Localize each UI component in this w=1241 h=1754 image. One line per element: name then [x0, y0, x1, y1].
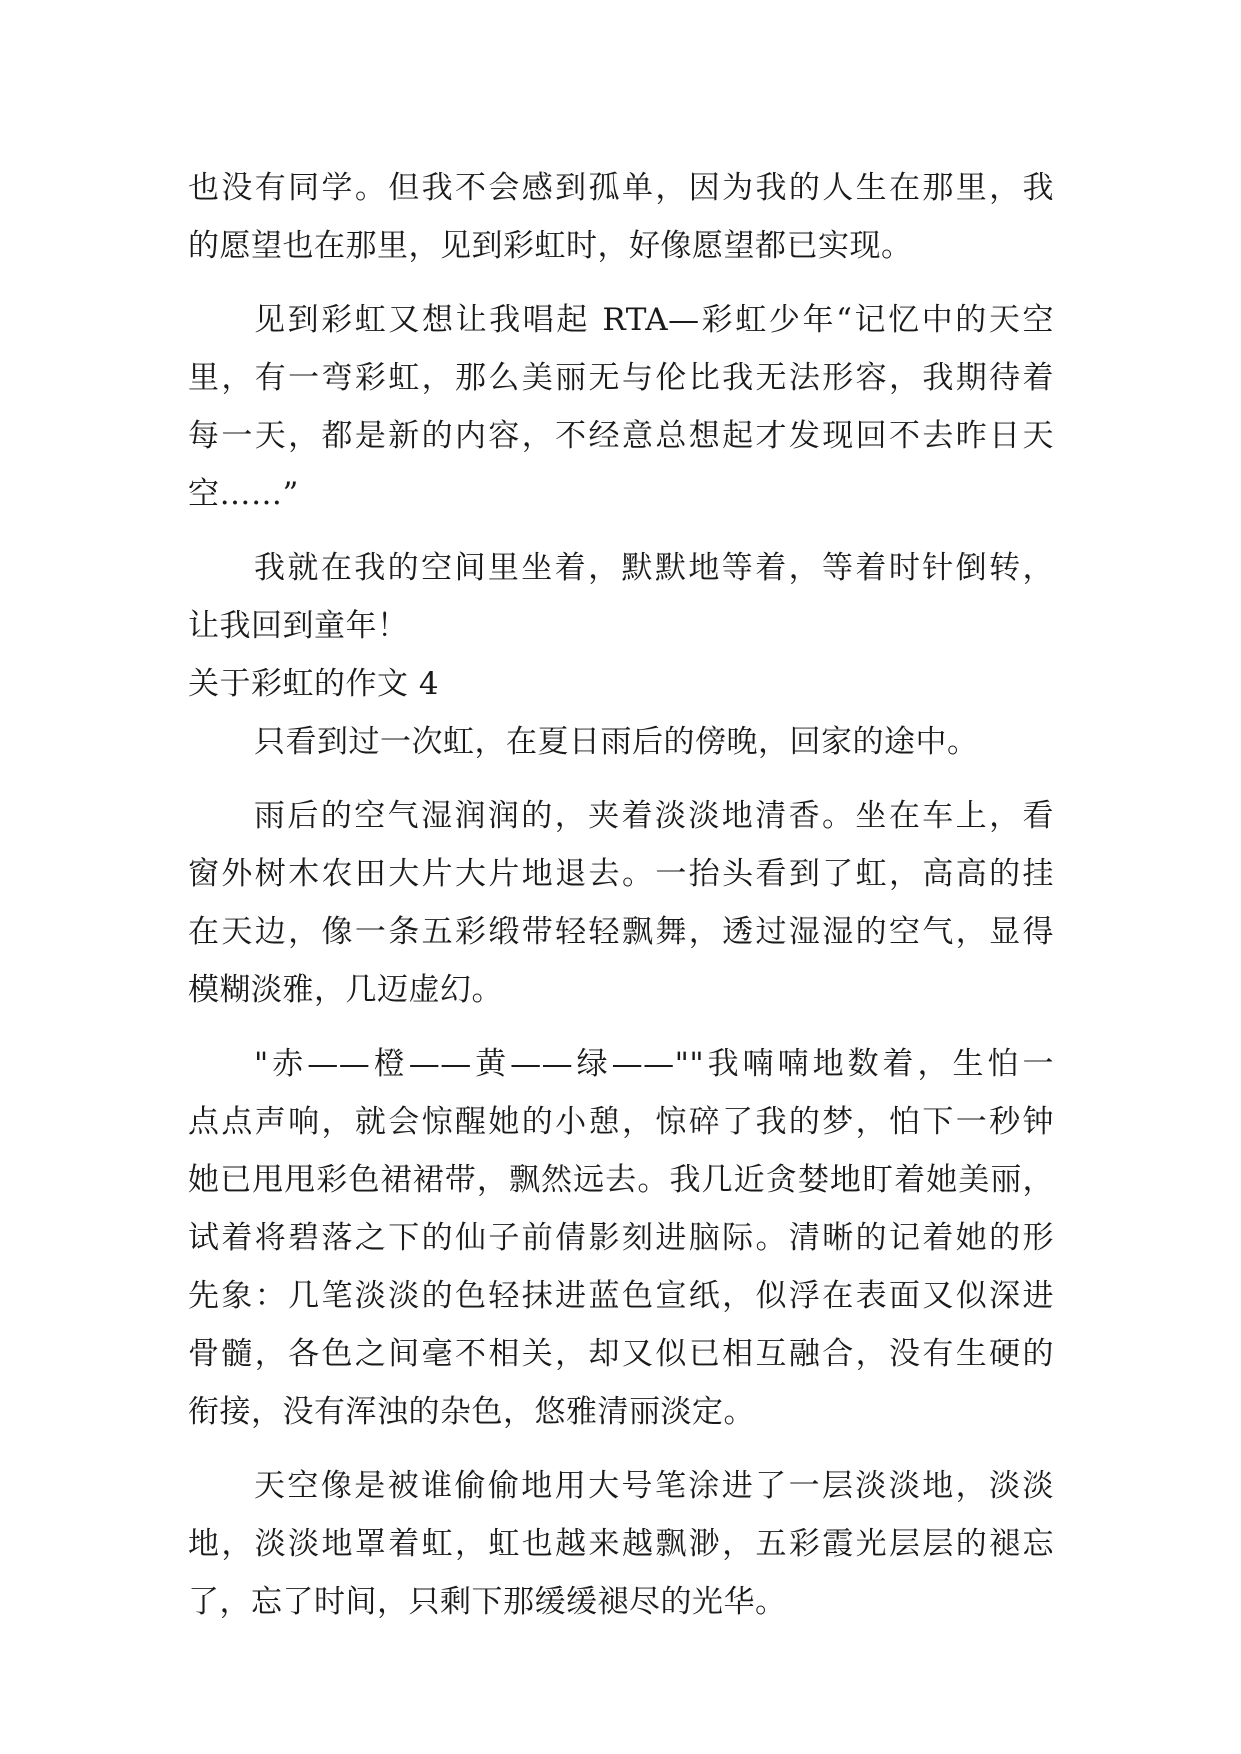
paragraph — [188, 713, 1054, 771]
text-line: 只看到过一次虹，在夏日雨后的傍晚，回家的途中。 — [254, 724, 979, 760]
paragraph — [188, 1457, 1054, 1631]
text-line: 见到彩虹又想让我唱起 RTA—彩虹少年“记忆中的天空 — [254, 302, 1054, 338]
text-line: 骨髓，各色之间毫不相关，却又似已相互融合，没有生硬的 — [188, 1336, 1054, 1372]
text-line: 也没有同学。但我不会感到孤单，因为我的人生在那里，我 — [188, 170, 1054, 206]
section-heading — [188, 655, 1054, 713]
text-line: 我就在我的空间里坐着，默默地等着，等着时针倒转， — [254, 550, 1054, 586]
heading-text: 关于彩虹的作文 4 — [188, 666, 440, 702]
text-line: 每一天，都是新的内容，不经意总想起才发现回不去昨日天 — [188, 418, 1054, 454]
text-line: 点点声响，就会惊醒她的小憩，惊碎了我的梦，怕下一秒钟 — [188, 1104, 1054, 1140]
text-line: 里，有一弯彩虹，那么美丽无与伦比我无法形容，我期待着 — [188, 360, 1054, 396]
text-line: 天空像是被谁偷偷地用大号笔涂进了一层淡淡地，淡淡 — [254, 1468, 1054, 1504]
paragraph — [188, 291, 1054, 523]
text-line: "赤——橙——黄——绿——""我喃喃地数着，生怕一 — [254, 1046, 1054, 1082]
text-line: 模糊淡雅，几迈虚幻。 — [188, 972, 503, 1008]
paragraph — [188, 159, 1054, 275]
text-line: 试着将碧落之下的仙子前倩影刻进脑际。清晰的记着她的形 — [188, 1220, 1054, 1256]
text-line: 雨后的空气湿润润的，夹着淡淡地清香。坐在车上，看 — [254, 798, 1054, 834]
paragraph — [188, 539, 1054, 655]
document-body — [188, 159, 1054, 1631]
text-line: 空……” — [188, 476, 299, 512]
text-line: 了，忘了时间，只剩下那缓缓褪尽的光华。 — [188, 1584, 787, 1620]
text-line: 地，淡淡地罩着虹，虹也越来越飘渺，五彩霞光层层的褪忘 — [188, 1526, 1054, 1562]
text-line: 衔接，没有浑浊的杂色，悠雅清丽淡定。 — [188, 1394, 755, 1430]
paragraph — [188, 1035, 1054, 1441]
text-line: 在天边，像一条五彩缎带轻轻飘舞，透过湿湿的空气，显得 — [188, 914, 1054, 950]
text-line: 她已甩甩彩色裙裙带，飘然远去。我几近贪婪地盯着她美丽， — [188, 1162, 1054, 1198]
paragraph — [188, 787, 1054, 1019]
text-line: 窗外树木农田大片大片地退去。一抬头看到了虹，高高的挂 — [188, 856, 1054, 892]
text-line: 先象：几笔淡淡的色轻抹进蓝色宣纸，似浮在表面又似深进 — [188, 1278, 1054, 1314]
text-line: 的愿望也在那里，见到彩虹时，好像愿望都已实现。 — [188, 228, 913, 264]
text-line: 让我回到童年！ — [188, 608, 409, 644]
